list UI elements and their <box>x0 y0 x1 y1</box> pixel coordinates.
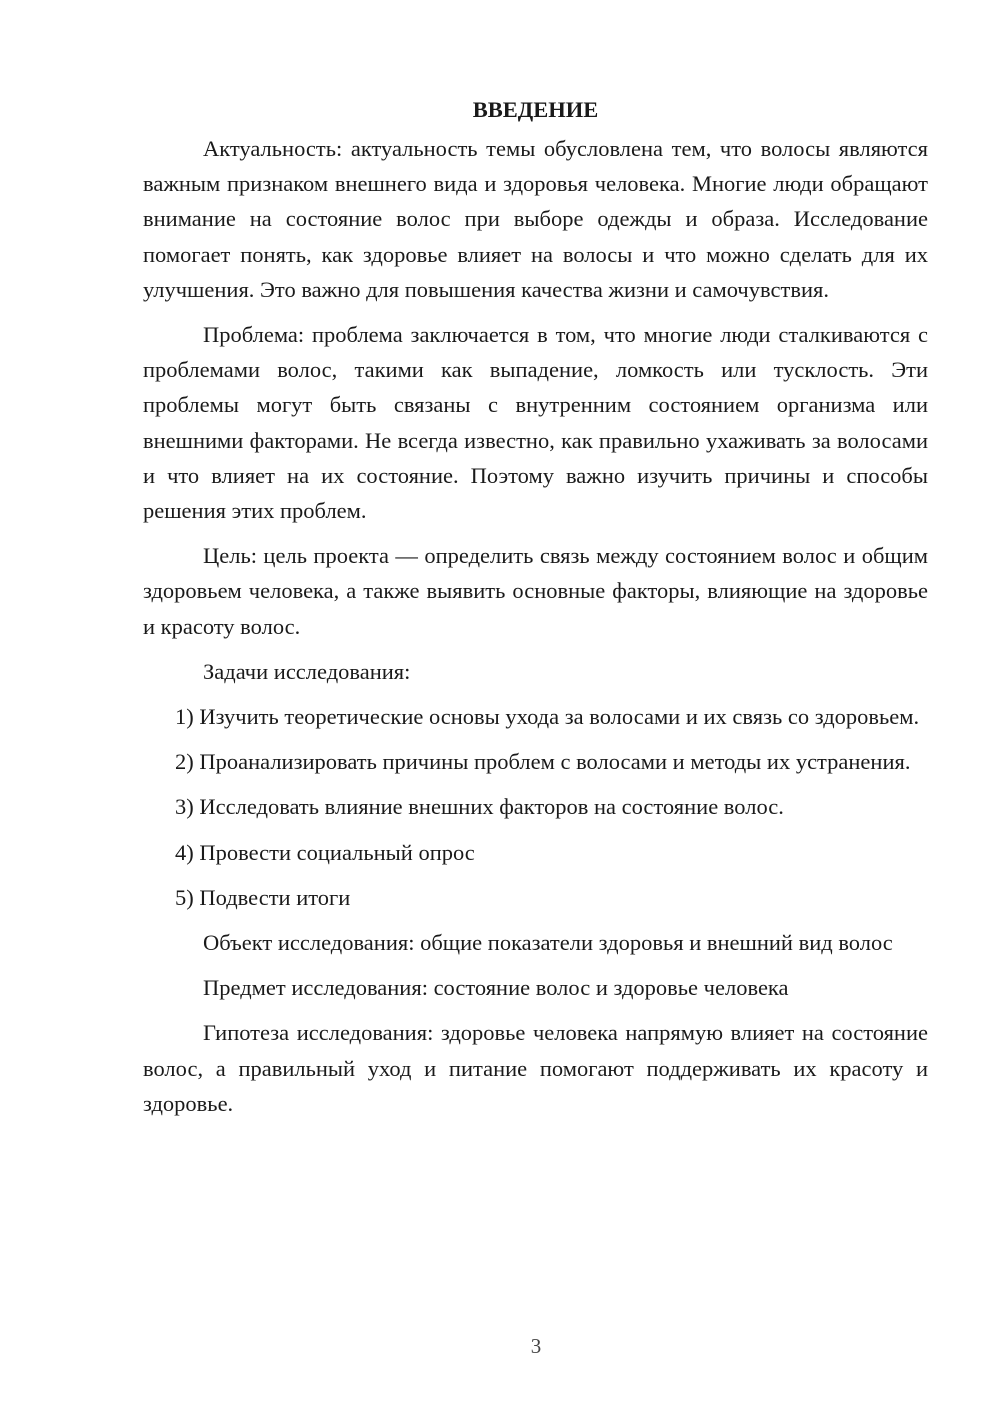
document-page <box>143 95 928 1131</box>
relevance-paragraph: Актуальность: актуальность темы обусловлена тем, что волосы являются важным признаком внешнего вида и здоровья человека. Многие люди обращают внимание на состояние волос при выборе одежды и образа. Исследование помогает понять, как здоровье влияет на волосы и что можно сделать для их улучшения. Это важно для повышения качества жизни и самочувствия. <box>143 136 928 302</box>
section-heading: ВВЕДЕНИЕ <box>472 97 599 122</box>
problem-paragraph: Проблема: проблема заключается в том, что многие люди сталкиваются с проблемами волос, такими как выпадение, ломкость или тусклость. Эти проблемы могут быть связаны с внутренним состоянием организма или внешними факторами. Не всегда известно, как правильно ухаживать за волосами и что влияет на их состояние. Поэтому важно изучить причины и способы решения этих проблем. <box>143 322 928 524</box>
task-item-4: 4) Провести социальный опрос <box>175 839 475 865</box>
task-item-2: 2) Проанализировать причины проблем с волосами и методы их устранения. <box>175 749 911 775</box>
subject-paragraph: Предмет исследования: состояние волос и здоровье человека <box>203 975 789 1001</box>
tasks-heading: Задачи исследования: <box>203 658 411 684</box>
task-item-1: 1) Изучить теоретические основы ухода за волосами и их связь со здоровьем. <box>175 704 920 730</box>
goal-paragraph: Цель: цель проекта — определить связь между состоянием волос и общим здоровьем человека, а также выявить основные факторы, влияющие на здоровье и красоту волос. <box>143 543 928 639</box>
page-number: 3 <box>530 1334 542 1358</box>
hypothesis-paragraph: Гипотеза исследования: здоровье человека напрямую влияет на состояние волос, а правильный уход и питание помогают поддерживать их красоту и здоровье. <box>143 1020 928 1116</box>
task-item-5: 5) Подвести итоги <box>175 884 351 910</box>
task-item-3: 3) Исследовать влияние внешних факторов на состояние волос. <box>175 794 784 820</box>
object-paragraph: Объект исследования: общие показатели здоровья и внешний вид волос <box>203 930 893 956</box>
